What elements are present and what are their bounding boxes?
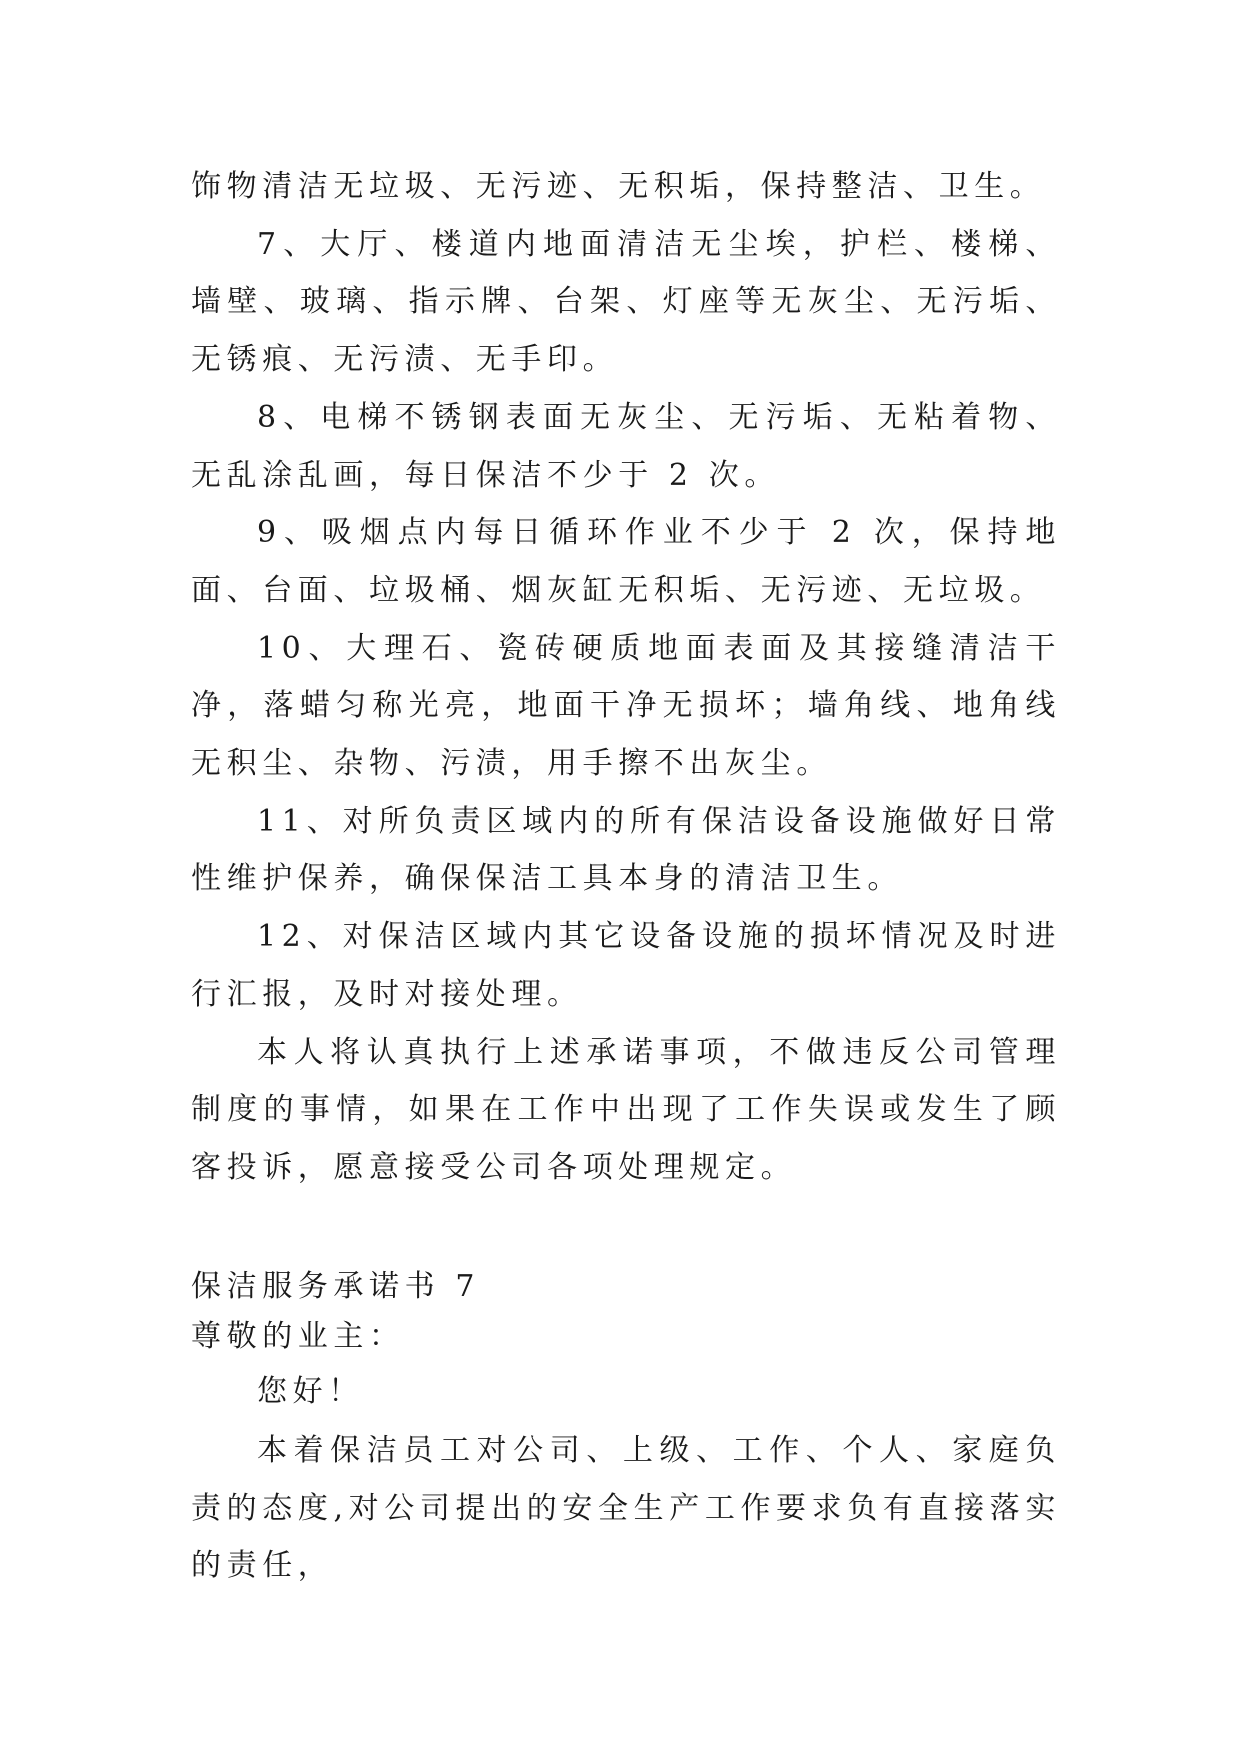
- paragraph-item-8: 8、电梯不锈钢表面无灰尘、无污垢、无粘着物、无乱涂乱画，每日保洁不少于 2 次。: [191, 399, 1061, 493]
- salutation: 尊敬的业主：: [191, 1319, 405, 1354]
- paragraph-item-12: 12、对保洁区域内其它设备设施的损坏情况及时进行汇报，及时对接处理。: [191, 919, 1061, 1012]
- section-heading: 保洁服务承诺书 7: [191, 1269, 481, 1304]
- greeting: 您好！: [257, 1374, 364, 1409]
- commitment-body: [191, 158, 1061, 1197]
- paragraph-continuation: 饰物清洁无垃圾、无污迹、无积垢，保持整洁、卫生。: [191, 169, 1046, 204]
- paragraph-item-9: 9、吸烟点内每日循环作业不少于 2 次，保持地面、台面、垃圾桶、烟灰缸无积垢、无污迹、无垃圾。: [191, 515, 1061, 608]
- paragraph-item-7: 7、大厅、楼道内地面清洁无尘埃，护栏、楼梯、墙壁、玻璃、指示牌、台架、灯座等无灰尘、无污垢、无锈痕、无污渍、无手印。: [191, 226, 1061, 378]
- commitment-section-7: [191, 1262, 1061, 1595]
- paragraph-closing-statement: 本人将认真执行上述承诺事项，不做违反公司管理制度的事情，如果在工作中出现了工作失误或发生了顾客投诉，愿意接受公司各项处理规定。: [191, 1034, 1061, 1185]
- section-paragraph: 本着保洁员工对公司、上级、工作、个人、家庭负责的态度,对公司提出的安全生产工作要求负有直接落实的责任，: [191, 1433, 1061, 1584]
- paragraph-item-11: 11、对所负责区域内的所有保洁设备设施做好日常性维护保养，确保保洁工具本身的清洁卫生。: [191, 803, 1061, 897]
- paragraph-item-10: 10、大理石、瓷砖硬质地面表面及其接缝清洁干净，落蜡匀称光亮，地面干净无损坏；墙角线、地角线无积尘、杂物、污渍，用手擦不出灰尘。: [191, 630, 1061, 782]
